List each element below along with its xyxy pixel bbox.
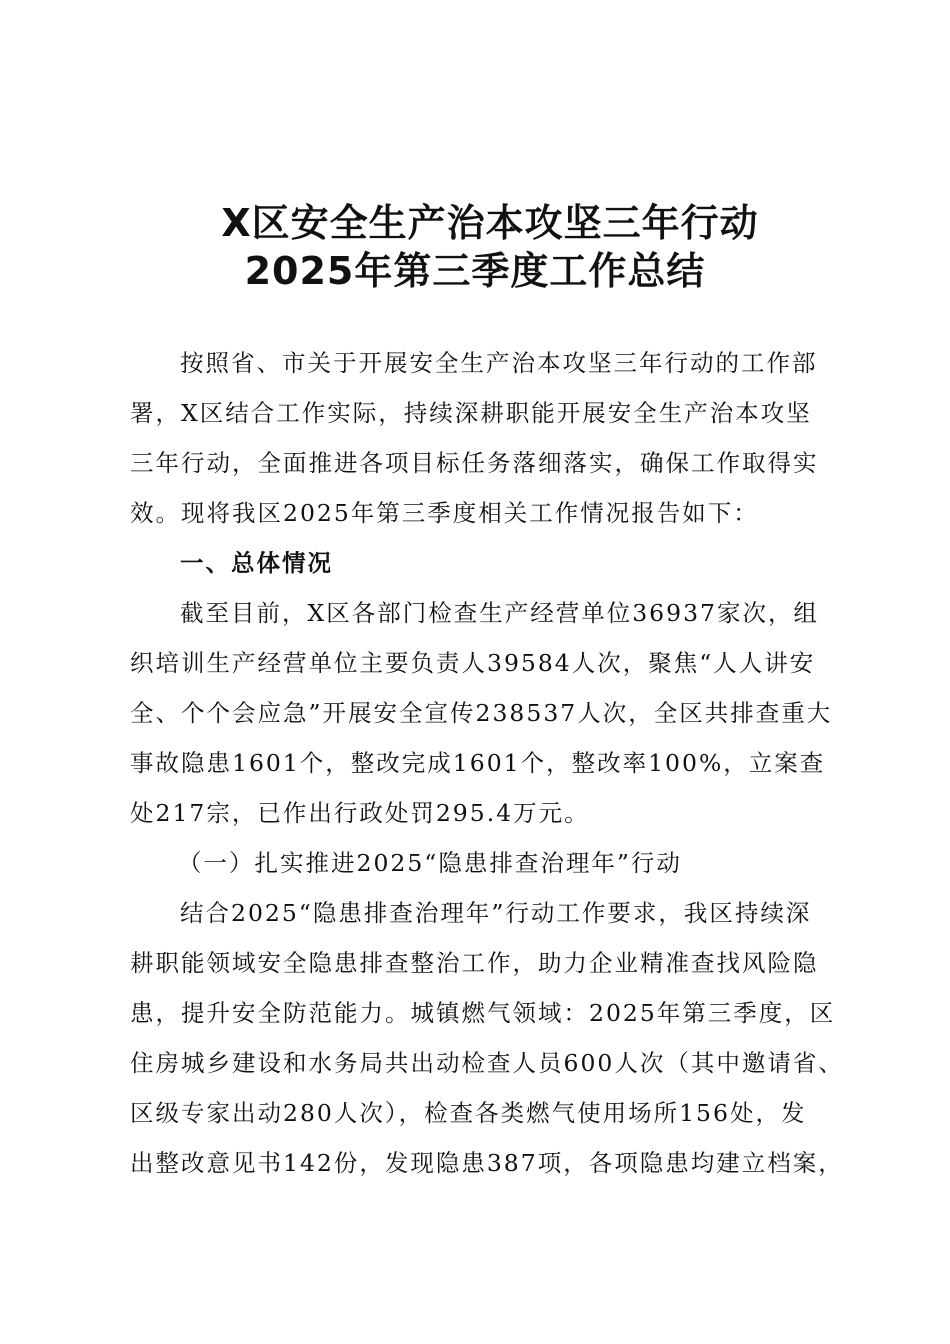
intro-paragraph-line: 署，X区结合工作实际，持续深耕职能开展安全生产治本攻坚 (130, 399, 812, 427)
intro-paragraph-line: 按照省、市关于开展安全生产治本攻坚三年行动的工作部 (180, 349, 818, 377)
intro-paragraph-line: 三年行动，全面推进各项目标任务落细落实，确保工作取得实 (130, 449, 819, 477)
subsection-paragraph-line: 住房城乡建设和水务局共出动检查人员600人次（其中邀请省、 (130, 1049, 844, 1077)
subsection-paragraph-line: 结合2025“隐患排查治理年”行动工作要求，我区持续深 (180, 899, 812, 927)
subsection-paragraph-line: 患，提升安全防范能力。城镇燃气领域：2025年第三季度，区 (130, 999, 836, 1027)
overview-paragraph-line: 截至目前，X区各部门检查生产经营单位36937家次，组 (180, 599, 819, 627)
subsection-paragraph-line: 区级专家出动280人次），检查各类燃气使用场所156处，发 (130, 1099, 807, 1127)
section-heading-overview: 一、总体情况 (180, 549, 333, 577)
overview-paragraph-line: 全、个个会应急”开展安全宣传238537人次，全区共排查重大 (130, 699, 833, 727)
subsection-paragraph-line: 耕职能领域安全隐患排查整治工作，助力企业精准查找风险隐 (130, 949, 819, 977)
subsection-paragraph-line: 出整改意见书142份，发现隐患387项，各项隐患均建立档案， (130, 1149, 844, 1177)
subsection-heading: （一）扎实推进2025“隐患排查治理年”行动 (178, 849, 682, 877)
overview-paragraph-line: 事故隐患1601个，整改完成1601个，整改率100%，立案查 (130, 749, 826, 777)
overview-paragraph-line: 处217宗，已作出行政处罚295.4万元。 (130, 799, 590, 827)
document-title-line-1: X区安全生产治本攻坚三年行动 (221, 201, 759, 245)
document-title-line-2: 2025年第三季度工作总结 (244, 249, 706, 293)
intro-paragraph-line: 效。现将我区2025年第三季度相关工作情况报告如下： (130, 499, 759, 527)
overview-paragraph-line: 织培训生产经营单位主要负责人39584人次，聚焦“人人讲安 (130, 649, 816, 677)
